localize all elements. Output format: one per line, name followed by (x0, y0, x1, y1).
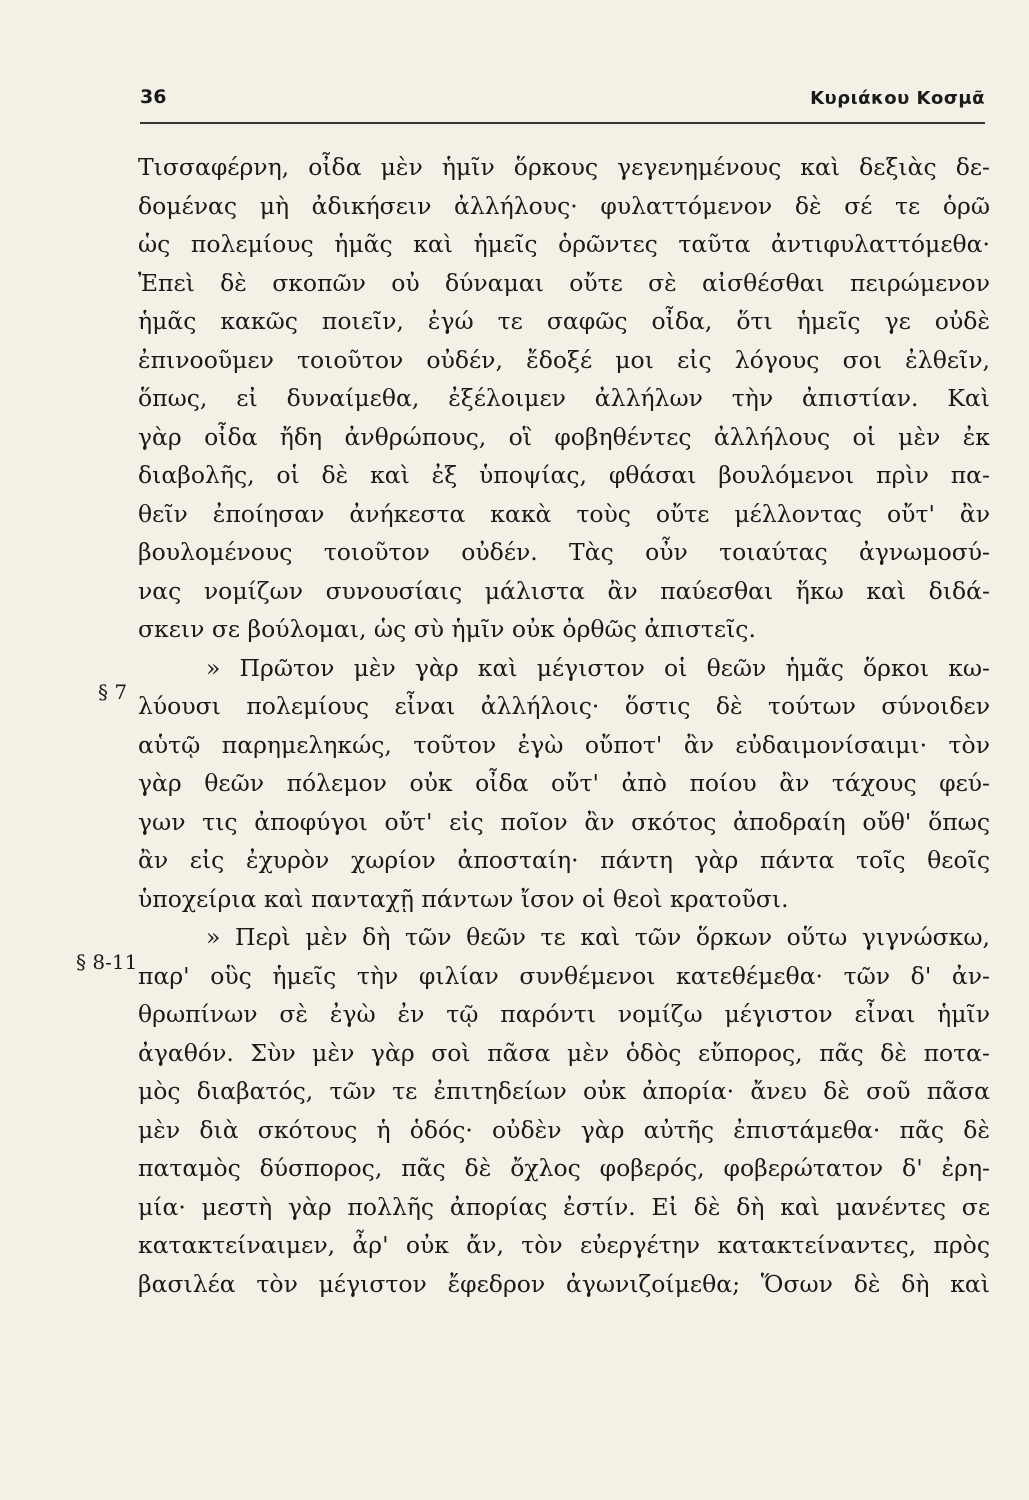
text-line: ἀγαθόν. Σὺν μὲν γὰρ σοὶ πᾶσα μὲν ὁδὸς εὔπορος, πᾶς δὲ ποτα- (138, 1038, 990, 1067)
text-line: ἂν εἰς ἐχυρὸν χωρίον ἀποσταίη· πάντη γὰρ πάντα τοῖς θεοῖς (138, 846, 990, 874)
text-line: λύουσι πολεμίους εἶναι ἀλλήλοις· ὅστις δὲ τούτων σύνοιδεν (138, 692, 990, 720)
text-line: Τισσαφέρνη, οἶδα μὲν ἡμῖν ὅρκους γεγενημένους καὶ δεξιὰς δε- (138, 153, 990, 181)
text-line: θρωπίνων σὲ ἐγὼ ἐν τῷ παρόντι νομίζω μέγιστον εἶναι ἡμῖν (138, 1000, 990, 1028)
text-line: μία· μεστὴ γὰρ πολλῆς ἀπορίας ἐστίν. Εἰ δὲ δὴ καὶ μανέντες σε (138, 1192, 990, 1221)
text-line: γὰρ θεῶν πόλεμον οὐκ οἶδα οὔτ' ἀπὸ ποίου ἂν τάχους φεύ- (138, 769, 990, 797)
text-line: παταμὸς δύσπορος, πᾶς δὲ ὄχλος φοβερός, φοβερώτατον δ' ἐρη- (138, 1154, 990, 1182)
text-line: θεῖν ἐποίησαν ἀνήκεστα κακὰ τοὺς οὔτε μέλλοντας οὔτ' ἂν (138, 499, 990, 528)
text-line: βασιλέα τὸν μέγιστον ἔφεδρον ἀγωνιζοίμεθα; Ὅσων δὲ δὴ καὶ (138, 1269, 990, 1298)
text-line: ὡς πολεμίους ἡμᾶς καὶ ἡμεῖς ὁρῶντες ταῦτα ἀντιφυλαττόμεθα· (138, 230, 990, 258)
page-header (140, 86, 985, 118)
text-line: » Περὶ μὲν δὴ τῶν θεῶν τε καὶ τῶν ὅρκων οὕτω γιγνώσκω, (206, 923, 990, 951)
text-line: ὑποχείρια καὶ πανταχῇ πάντων ἴσον οἱ θεοὶ κρατοῦσι. (138, 884, 789, 913)
margin-mark-section-8-11: § 8-11 (76, 950, 138, 974)
header-rule (140, 122, 985, 124)
page-number: 36 (140, 86, 167, 108)
text-line: ὅπως, εἰ δυναίμεθα, ἐξέλοιμεν ἀλλήλων τὴν ἀπιστίαν. Καὶ (138, 384, 990, 412)
text-line: κατακτείναιμεν, ἆρ' οὐκ ἄν, τὸν εὐεργέτην κατακτείναντες, πρὸς (138, 1231, 990, 1259)
text-line: ἡμᾶς κακῶς ποιεῖν, ἐγώ τε σαφῶς οἶδα, ὅτι ἡμεῖς γε οὐδὲ (138, 307, 990, 335)
text-line: μὸς διαβατός, τῶν τε ἐπιτηδείων οὐκ ἀπορία· ἄνευ δὲ σοῦ πᾶσα (138, 1077, 990, 1105)
text-line: αὑτῷ παρημεληκώς, τοῦτον ἐγὼ οὔποτ' ἂν εὐδαιμονίσαιμι· τὸν (138, 730, 990, 759)
text-line: παρ' οὓς ἡμεῖς τὴν φιλίαν συνθέμενοι κατεθέμεθα· τῶν δ' ἀν- (138, 961, 990, 990)
text-line: γὰρ οἶδα ἤδη ἀνθρώπους, οἳ φοβηθέντες ἀλλήλους οἱ μὲν ἐκ (138, 422, 990, 451)
text-line: νας νομίζων συνουσίαις μάλιστα ἂν παύεσθαι ἥκω καὶ διδά- (138, 576, 990, 605)
text-line: μὲν διὰ σκότους ἡ ὁδός· οὐδὲν γὰρ αὐτῆς ἐπιστάμεθα· πᾶς δὲ (138, 1115, 990, 1144)
text-line: » Πρῶτον μὲν γὰρ καὶ μέγιστον οἱ θεῶν ἡμᾶς ὅρκοι κω- (206, 653, 990, 682)
text-line: Ἐπεὶ δὲ σκοπῶν οὐ δύναμαι οὔτε σὲ αἰσθέσθαι πειρώμενον (138, 268, 990, 297)
body-text (138, 148, 990, 1303)
text-line: ἐπινοοῦμεν τοιοῦτον οὐδέν, ἔδοξέ μοι εἰς λόγους σοι ἐλθεῖν, (138, 345, 990, 374)
text-line: γων τις ἀποφύγοι οὔτ' εἰς ποῖον ἂν σκότος ἀποδραίη οὔθ' ὅπως (138, 807, 990, 836)
margin-mark-section-7: § 7 (98, 680, 128, 704)
text-line: διαβολῆς, οἱ δὲ καὶ ἐξ ὑποψίας, φθάσαι βουλόμενοι πρὶν πα- (138, 461, 990, 489)
text-line: βουλομένους τοιοῦτον οὐδέν. Τὰς οὖν τοιαύτας ἀγνωμοσύ- (138, 538, 990, 566)
running-head: Κυριάκου Κοσμᾶ (810, 88, 985, 109)
text-line: δομένας μὴ ἀδικήσειν ἀλλήλους· φυλαττόμενον δὲ σέ τε ὁρῶ (138, 191, 990, 220)
text-line: σκειν σε βούλομαι, ὡς σὺ ἡμῖν οὐκ ὀρθῶς ἀπιστεῖς. (138, 615, 756, 643)
